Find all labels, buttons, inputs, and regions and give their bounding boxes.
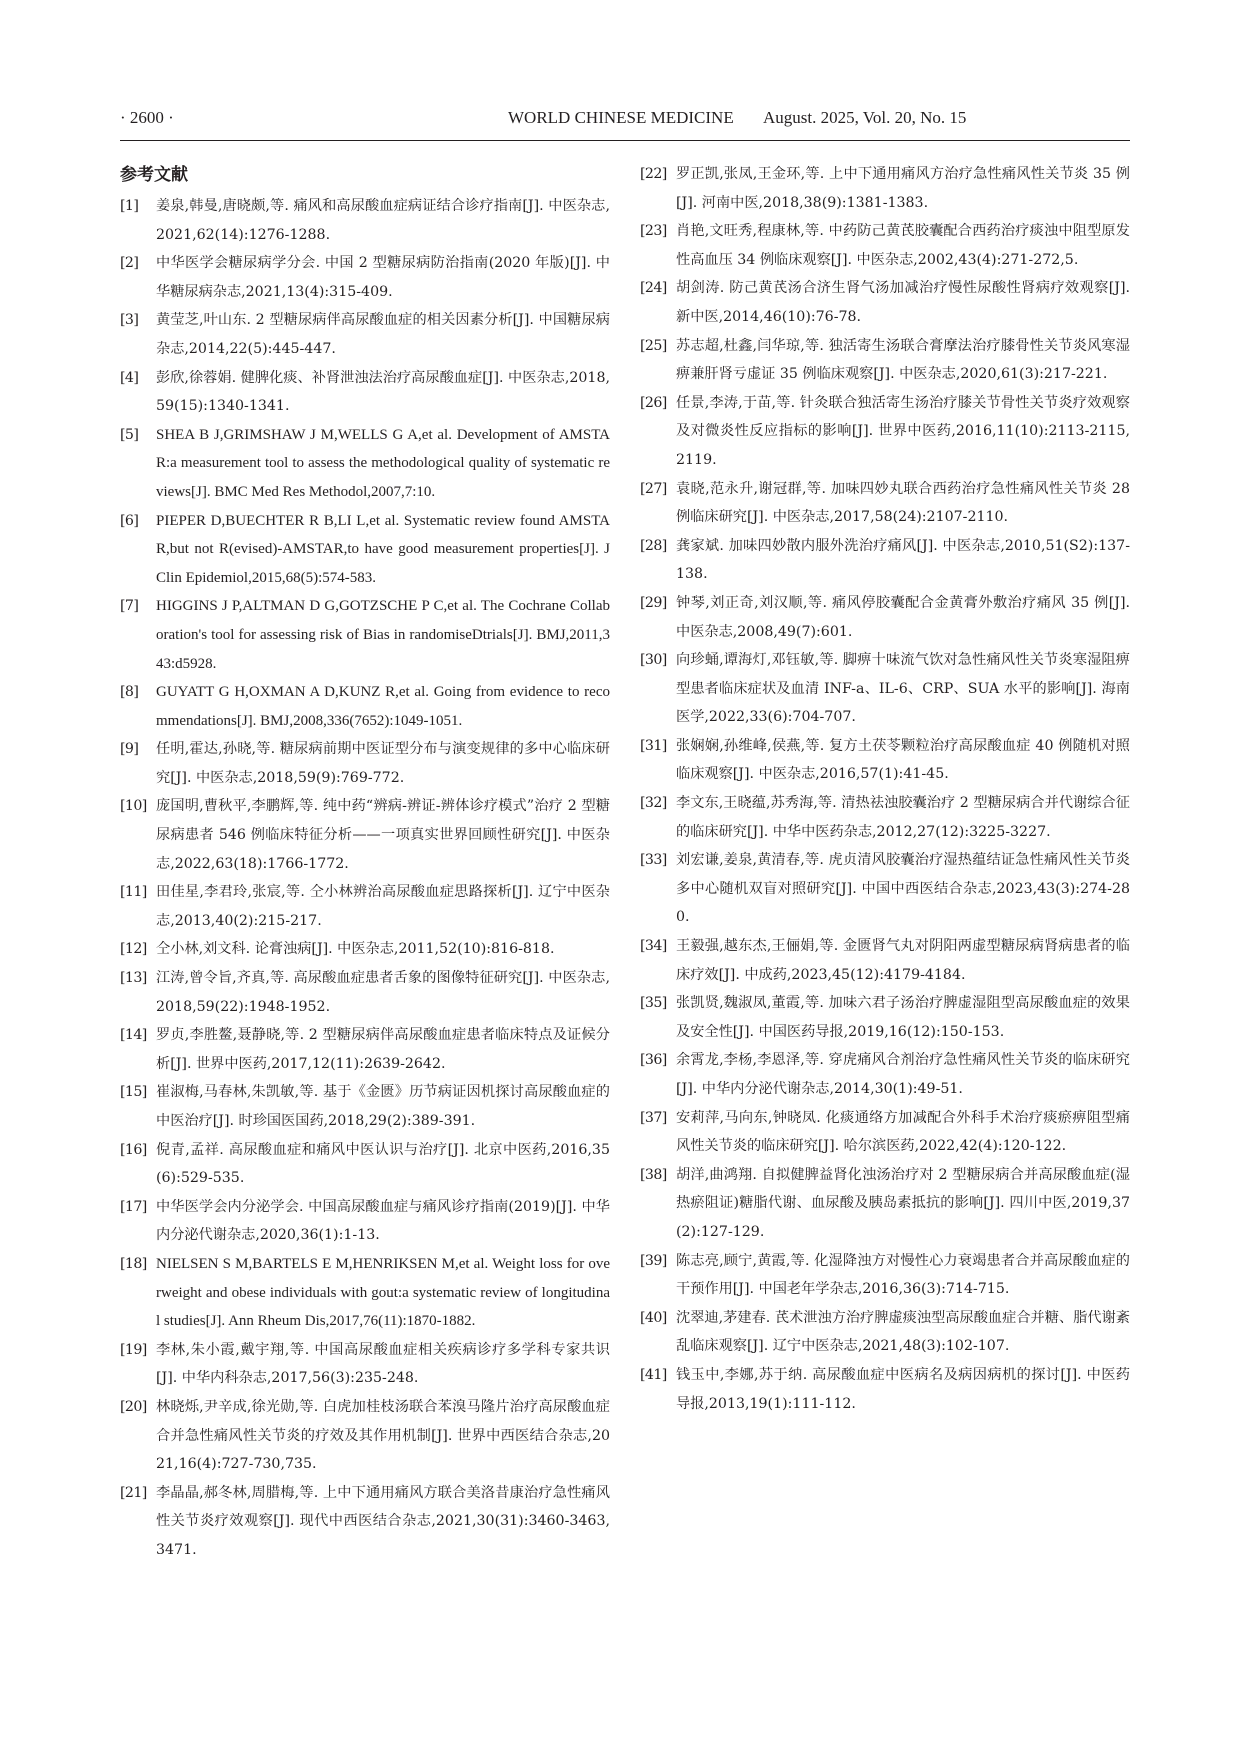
- reference-item: [120, 1021, 610, 1078]
- reference-item: [640, 989, 1130, 1046]
- reference-text: 中华医学会糖尿病学分会. 中国 2 型糖尿病防治指南(2020 年版)[J]. 中华糖尿病杂志,2021,13(4):315-409.: [156, 255, 610, 300]
- reference-number: [4]: [120, 369, 139, 386]
- reference-item: [640, 1104, 1130, 1161]
- reference-item: [640, 789, 1130, 846]
- reference-text: 姜泉,韩曼,唐晓颇,等. 痛风和高尿酸血症病证结合诊疗指南[J]. 中医杂志,2021,62(14):1276-1288.: [156, 198, 610, 243]
- reference-number: [16]: [120, 1141, 147, 1158]
- reference-text: 江涛,曾令旨,齐真,等. 高尿酸血症患者舌象的图像特征研究[J]. 中医杂志,2018,59(22):1948-1952.: [156, 970, 610, 1015]
- reference-number: [33]: [640, 852, 667, 869]
- reference-text: 钱玉中,李娜,苏于纳. 高尿酸血症中医病名及病因病机的探讨[J]. 中医药导报,2013,19(1):111-112.: [676, 1366, 1130, 1412]
- reference-item: [640, 1046, 1130, 1103]
- reference-item: [120, 507, 610, 593]
- reference-text: NIELSEN S M,BARTELS E M,HENRIKSEN M,et al. Weight loss for overweight and obese individuals with gout:a systematic review of longitudinal studies[J]. Ann Rheum Dis,2017,76(11):1870-1882.: [156, 1255, 610, 1330]
- reference-number: [21]: [120, 1484, 147, 1501]
- reference-text: 龚家斌. 加味四妙散内服外洗治疗痛风[J]. 中医杂志,2010,51(S2):137-138.: [676, 537, 1130, 583]
- reference-number: [6]: [120, 512, 139, 529]
- reference-text: 胡洋,曲鸿翔. 自拟健脾益肾化浊汤治疗对 2 型糖尿病合并高尿酸血症(湿热瘀阻证)糖脂代谢、血尿酸及胰岛素抵抗的影响[J]. 四川中医,2019,37(2):127-129.: [676, 1166, 1130, 1240]
- reference-text: 罗正凯,张凤,王金环,等. 上中下通用痛风方治疗急性痛风性关节炎 35 例[J]. 河南中医,2018,38(9):1381-1383.: [676, 166, 1130, 211]
- reference-number: [41]: [640, 1366, 667, 1383]
- references-column-right: [640, 160, 1130, 1418]
- page-number: · 2600 ·: [120, 108, 174, 127]
- reference-number: [14]: [120, 1027, 147, 1044]
- reference-number: [23]: [640, 223, 667, 240]
- reference-item: [640, 1361, 1130, 1418]
- reference-text: 田佳星,李君玲,张宸,等. 仝小林辨治高尿酸血症思路探析[J]. 辽宁中医杂志,2013,40(2):215-217.: [156, 884, 610, 929]
- reference-number: [9]: [120, 741, 139, 758]
- reference-item: [120, 592, 610, 678]
- reference-item: [120, 1250, 610, 1336]
- reference-text: 沈翠迪,茅建春. 芪术泄浊方治疗脾虚痰浊型高尿酸血症合并糖、脂代谢紊乱临床观察[J]. 辽宁中医杂志,2021,48(3):102-107.: [676, 1309, 1130, 1355]
- reference-text: 罗贞,李胜鳌,聂静晓,等. 2 型糖尿病伴高尿酸血症患者临床特点及证候分析[J]. 世界中医药,2017,12(11):2639-2642.: [156, 1027, 610, 1072]
- reference-text: 钟琴,刘正奇,刘汉顺,等. 痛风停胶囊配合金黄膏外敷治疗痛风 35 例[J]. 中医杂志,2008,49(7):601.: [676, 594, 1130, 640]
- reference-number: [10]: [120, 798, 147, 815]
- reference-text: 苏志超,杜鑫,闫华琼,等. 独活寄生汤联合膏摩法治疗膝骨性关节炎风寒湿痹兼肝肾亏虚证 35 例临床观察[J]. 中医杂志,2020,61(3):217-221.: [676, 337, 1130, 383]
- reference-number: [30]: [640, 652, 667, 669]
- reference-text: 任明,霍达,孙晓,等. 糖尿病前期中医证型分布与演变规律的多中心临床研究[J]. 中医杂志,2018,59(9):769-772.: [156, 741, 610, 786]
- journal-name: WORLD CHINESE MEDICINE: [508, 108, 734, 127]
- reference-item: [120, 1479, 610, 1565]
- reference-number: [12]: [120, 941, 147, 958]
- reference-number: [24]: [640, 280, 667, 297]
- reference-number: [35]: [640, 995, 667, 1012]
- reference-number: [40]: [640, 1309, 667, 1326]
- reference-number: [7]: [120, 598, 139, 615]
- header-rule: [120, 140, 1130, 141]
- reference-text: PIEPER D,BUECHTER R B,LI L,et al. Systematic review found AMSTAR,but not R(evised)-AMSTAR,to have good measurement properties[J]. J Clin Epidemiol,2015,68(5):574-583.: [156, 512, 610, 586]
- reference-number: [34]: [640, 938, 667, 955]
- reference-text: 袁晓,范永升,谢冠群,等. 加味四妙丸联合西药治疗急性痛风性关节炎 28 例临床研究[J]. 中医杂志,2017,58(24):2107-2110.: [676, 480, 1130, 526]
- reference-item: [640, 332, 1130, 389]
- reference-text: 李文东,王晓蕴,苏秀海,等. 清热祛浊胶囊治疗 2 型糖尿病合并代谢综合征的临床研究[J]. 中华中医药杂志,2012,27(12):3225-3227.: [676, 795, 1130, 840]
- reference-item: [120, 878, 610, 935]
- reference-text: 张凯贤,魏淑凤,董霞,等. 加味六君子汤治疗脾虚湿阻型高尿酸血症的效果及安全性[J]. 中国医药导报,2019,16(12):150-153.: [676, 995, 1130, 1040]
- reference-number: [2]: [120, 255, 139, 272]
- reference-number: [39]: [640, 1252, 667, 1269]
- reference-text: GUYATT G H,OXMAN A D,KUNZ R,et al. Going from evidence to recommendations[J]. BMJ,2008,336(7652):1049-1051.: [156, 684, 610, 729]
- reference-number: [22]: [640, 166, 667, 182]
- reference-number: [36]: [640, 1052, 667, 1069]
- reference-number: [25]: [640, 337, 667, 354]
- reference-item: [640, 732, 1130, 789]
- reference-text: 胡剑涛. 防己黄芪汤合济生肾气汤加减治疗慢性尿酸性肾病疗效观察[J]. 新中医,2014,46(10):76-78.: [676, 280, 1130, 325]
- reference-item: [120, 1193, 610, 1250]
- reference-item: [640, 589, 1130, 646]
- reference-text: 仝小林,刘文科. 论膏浊病[J]. 中医杂志,2011,52(10):816-818.: [156, 941, 555, 958]
- reference-text: 李晶晶,郝冬林,周腊梅,等. 上中下通用痛风方联合美洛昔康治疗急性痛风性关节炎疗效观察[J]. 现代中西医结合杂志,2021,30(31):3460-3463,3471.: [156, 1484, 610, 1558]
- reference-item: [640, 932, 1130, 989]
- running-header: [120, 108, 1130, 132]
- reference-text: 李林,朱小霞,戴宇翔,等. 中国高尿酸血症相关疾病诊疗多学科专家共识[J]. 中华内科杂志,2017,56(3):235-248.: [156, 1341, 610, 1387]
- reference-item: [120, 735, 610, 792]
- reference-item: [120, 364, 610, 421]
- reference-number: [32]: [640, 795, 667, 812]
- reference-number: [15]: [120, 1084, 147, 1101]
- reference-number: [20]: [120, 1398, 147, 1415]
- reference-item: [640, 1161, 1130, 1247]
- reference-item: [120, 678, 610, 735]
- reference-item: [120, 421, 610, 507]
- reference-item: [120, 1136, 610, 1193]
- reference-number: [1]: [120, 198, 139, 214]
- reference-text: 刘宏谦,姜泉,黄清春,等. 虎贞清风胶囊治疗湿热蕴结证急性痛风性关节炎多中心随机双盲对照研究[J]. 中国中西医结合杂志,2023,43(3):274-280.: [676, 852, 1130, 926]
- reference-number: [28]: [640, 537, 667, 554]
- reference-text: 庞国明,曹秋平,李鹏辉,等. 纯中药“辨病-辨证-辨体诊疗模式”治疗 2 型糖尿病患者 546 例临床特征分析——一项真实世界回顾性研究[J]. 中医杂志,2022,63(18):1766-1772.: [156, 798, 610, 872]
- reference-text: 余霄龙,李杨,李恩泽,等. 穿虎痛风合剂治疗急性痛风性关节炎的临床研究[J]. 中华内分泌代谢杂志,2014,30(1):49-51.: [676, 1052, 1130, 1097]
- reference-number: [11]: [120, 884, 147, 901]
- reference-item: [640, 646, 1130, 732]
- references-column-left: [120, 160, 610, 1565]
- reference-text: 任景,李涛,于苗,等. 针灸联合独活寄生汤治疗膝关节骨性关节炎疗效观察及对微炎性反应指标的影响[J]. 世界中医药,2016,11(10):2113-2115,2119.: [676, 394, 1130, 468]
- reference-number: [5]: [120, 426, 139, 443]
- reference-number: [17]: [120, 1198, 147, 1215]
- reference-item: [120, 192, 610, 249]
- reference-text: 肖艳,文旺秀,程康林,等. 中药防己黄芪胶囊配合西药治疗痰浊中阻型原发性高血压 34 例临床观察[J]. 中医杂志,2002,43(4):271-272,5.: [676, 223, 1130, 268]
- reference-number: [38]: [640, 1166, 667, 1183]
- reference-number: [3]: [120, 312, 139, 329]
- reference-number: [8]: [120, 684, 139, 701]
- reference-item: [120, 935, 610, 964]
- reference-number: [19]: [120, 1341, 147, 1358]
- issue-info: August. 2025, Vol. 20, No. 15: [763, 108, 967, 127]
- reference-number: [13]: [120, 970, 147, 987]
- reference-item: [120, 792, 610, 878]
- reference-number: [29]: [640, 594, 667, 611]
- reference-text: 倪青,孟祥. 高尿酸血症和痛风中医认识与治疗[J]. 北京中医药,2016,35(6):529-535.: [156, 1141, 610, 1187]
- reference-text: HIGGINS J P,ALTMAN D G,GOTZSCHE P C,et al. The Cochrane Collaboration's tool for assessing risk of Bias in randomiseDtrials[J]. BMJ,2011,343:d5928.: [156, 598, 610, 672]
- reference-item: [120, 1078, 610, 1135]
- reference-text: 崔淑梅,马春林,朱凯敏,等. 基于《金匮》历节病证因机探讨高尿酸血症的中医治疗[J]. 时珍国医国药,2018,29(2):389-391.: [156, 1084, 610, 1129]
- reference-item: [640, 1247, 1130, 1304]
- reference-item: [640, 217, 1130, 274]
- reference-item: [640, 532, 1130, 589]
- reference-item: [640, 160, 1130, 217]
- reference-item: [640, 1304, 1130, 1361]
- reference-text: 向珍蛹,谭海灯,邓钰敏,等. 脚痹十味流气饮对急性痛风性关节炎寒湿阻痹型患者临床症状及血清 INF-a、IL-6、CRP、SUA 水平的影响[J]. 海南医学,2022,33(6):704-707.: [676, 652, 1130, 726]
- reference-number: [26]: [640, 394, 667, 411]
- reference-item: [120, 1336, 610, 1393]
- reference-text: 张娴娴,孙维峰,侯燕,等. 复方土茯苓颗粒治疗高尿酸血症 40 例随机对照临床观察[J]. 中医杂志,2016,57(1):41-45.: [676, 737, 1130, 783]
- reference-text: 彭欣,徐蓉娟. 健脾化痰、补肾泄浊法治疗高尿酸血症[J]. 中医杂志,2018,59(15):1340-1341.: [156, 369, 610, 415]
- reference-number: [18]: [120, 1255, 147, 1272]
- reference-text: 安莉萍,马向东,钟晓凤. 化痰通络方加减配合外科手术治疗痰瘀痹阻型痛风性关节炎的临床研究[J]. 哈尔滨医药,2022,42(4):120-122.: [676, 1109, 1130, 1155]
- reference-item: [120, 306, 610, 363]
- reference-item: [120, 964, 610, 1021]
- reference-text: SHEA B J,GRIMSHAW J M,WELLS G A,et al. Development of AMSTAR:a measurement tool to assess the methodological quality of systematic reviews[J]. BMC Med Res Methodol,2007,7:10.: [156, 426, 610, 500]
- reference-item: [640, 475, 1130, 532]
- reference-text: 黄莹芝,叶山东. 2 型糖尿病伴高尿酸血症的相关因素分析[J]. 中国糖尿病杂志,2014,22(5):445-447.: [156, 312, 610, 357]
- reference-text: 林晓烁,尹辛成,徐光勋,等. 白虎加桂枝汤联合苯溴马隆片治疗高尿酸血症合并急性痛风性关节炎的疗效及其作用机制[J]. 世界中西医结合杂志,2021,16(4):727-730,735.: [156, 1398, 610, 1473]
- reference-item: [640, 846, 1130, 932]
- reference-number: [37]: [640, 1109, 667, 1126]
- reference-item: [120, 249, 610, 306]
- reference-number: [31]: [640, 737, 667, 754]
- section-title: 参考文献: [120, 165, 188, 185]
- reference-text: 中华医学会内分泌学会. 中国高尿酸血症与痛风诊疗指南(2019)[J]. 中华内分泌代谢杂志,2020,36(1):1-13.: [156, 1198, 610, 1244]
- reference-text: 王毅强,越东杰,王俪娟,等. 金匮肾气丸对阴阳两虚型糖尿病肾病患者的临床疗效[J]. 中成药,2023,45(12):4179-4184.: [676, 938, 1130, 983]
- reference-number: [27]: [640, 480, 667, 497]
- reference-item: [640, 389, 1130, 475]
- reference-item: [640, 274, 1130, 331]
- reference-item: [120, 1393, 610, 1479]
- reference-text: 陈志亮,顾宁,黄霞,等. 化湿降浊方对慢性心力衰竭患者合并高尿酸血症的干预作用[J]. 中国老年学杂志,2016,36(3):714-715.: [676, 1252, 1130, 1298]
